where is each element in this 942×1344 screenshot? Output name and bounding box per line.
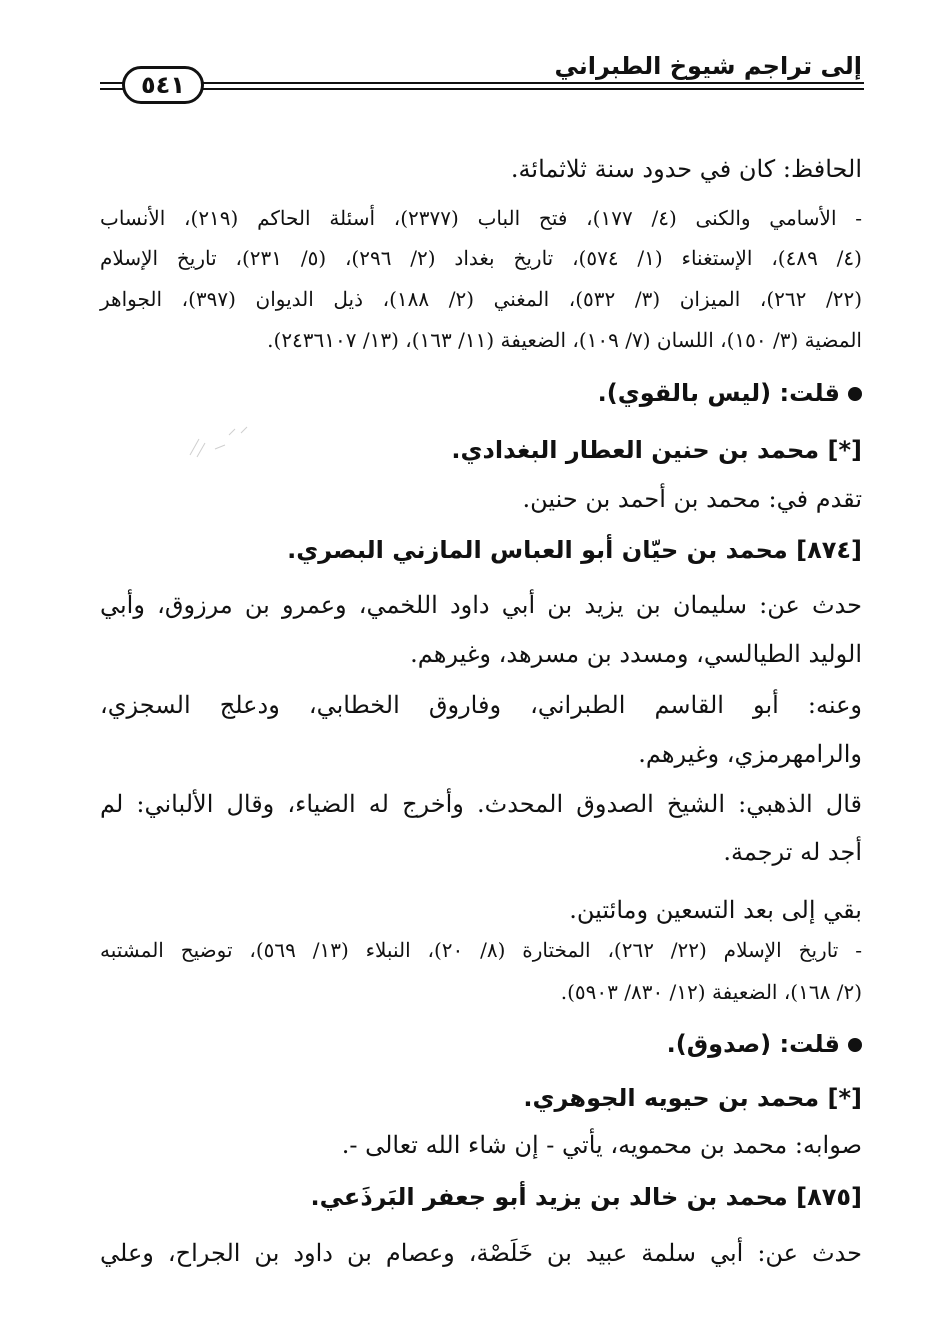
text-line: حدث عن: أبي سلمة عبيد بن خَلَصْة، وعصام بن داود بن الجراح، وعلي [100, 1239, 862, 1267]
bullet-icon [848, 1038, 862, 1052]
entry-heading: [٨٧٥] محمد بن خالد بن يزيد أبو جعفر البَرذَعي. [310, 1183, 862, 1211]
entry-heading: [*] محمد بن حيويه الجوهري. [523, 1084, 862, 1112]
reference-line: - تاريخ الإسلام (٢٢/ ٢٦٢)، المختارة (٨/ ٢٠)، النبلاء (١٣/ ٥٦٩)، توضيح المشتبه [100, 938, 862, 962]
verdict-line: قلت: (صدوق). [667, 1027, 862, 1061]
text-line: أجد له ترجمة. [723, 838, 862, 866]
text-line: والرامهرمزي، وغيرهم. [638, 740, 862, 768]
header-rule [100, 82, 864, 90]
entry-heading: [٨٧٤] محمد بن حيّان أبو العباس المازني البصري. [287, 536, 862, 564]
reference-line: (٤/ ٤٨٩)، الإستغناء (١/ ٥٧٤)، تاريخ بغداد (٢/ ٢٩٦)، (٥/ ٢٣١)، تاريخ الإسلام [100, 246, 862, 270]
reference-line: (٢/ ١٦٨)، الضعيفة (١٢/ ٨٣٠/ ٥٩٠٣). [560, 980, 862, 1004]
text-line: حدث عن: سليمان بن يزيد بن أبي داود اللخمي، وعمرو بن مرزوق، وأبي [100, 591, 862, 619]
text-line: وعنه: أبو القاسم الطبراني، وفاروق الخطابي، ودعلج السجزي، [100, 691, 862, 719]
text-line: تقدم في: محمد بن أحمد بن حنين. [522, 485, 862, 513]
text-line: الحافظ: كان في حدود سنة ثلاثمائة. [510, 155, 862, 183]
scan-smudge [185, 425, 255, 465]
running-title: إلى تراجم شيوخ الطبراني [554, 52, 862, 80]
bullet-icon [848, 387, 862, 401]
page-number: ٥٤١ [122, 66, 204, 104]
reference-line: - الأسامي والكنى (٤/ ١٧٧)، فتح الباب (٢٣٧٧)، أسئلة الحاكم (٢١٩)، الأنساب [100, 206, 863, 230]
entry-heading: [*] محمد بن حنين العطار البغدادي. [451, 436, 862, 464]
text-line: الوليد الطيالسي، ومسدد بن مسرهد، وغيرهم. [410, 640, 862, 668]
text-line: قال الذهبي: الشيخ الصدوق المحدث. وأخرج له الضياء، وقال الألباني: لم [100, 790, 862, 818]
reference-line: المضية (٣/ ١٥٠)، اللسان (٧/ ١٠٩)، الضعيفة (١١/ ١٦٣)، (١٣/ ٢٤٣٦١٠٧). [267, 328, 862, 352]
text-line: بقي إلى بعد التسعين ومائتين. [569, 896, 862, 924]
text-line: صوابه: محمد بن محمويه، يأتي - إن شاء الله تعالى -. [341, 1131, 862, 1159]
reference-line: (٢٢/ ٢٦٢)، الميزان (٣/ ٥٣٢)، المغني (٢/ ١٨٨)، ذيل الديوان (٣٩٧)، الجواهر [100, 287, 862, 311]
verdict-line: قلت: (ليس بالقوي). [598, 376, 862, 410]
